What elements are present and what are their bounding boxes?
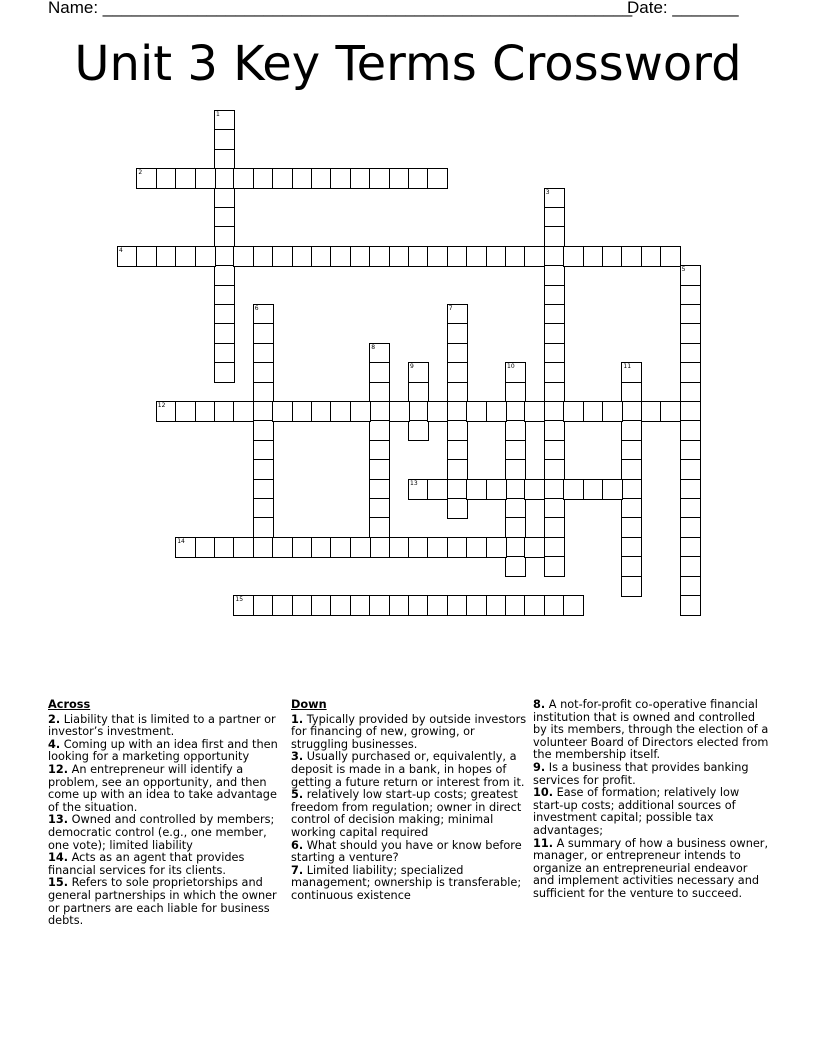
- down-clue-list: [291, 714, 527, 903]
- clue-text: An entrepreneur will identify a problem, see an opportunity, and then come up with an idea to take advantage of the situation.: [48, 762, 277, 814]
- grid-cell[interactable]: [486, 537, 507, 558]
- grid-cell[interactable]: [544, 459, 565, 480]
- grid-cell[interactable]: [544, 440, 565, 461]
- clue-text: Limited liability; specialized management; ownership is transferable; continuous existence: [291, 863, 522, 902]
- grid-cell[interactable]: [505, 537, 526, 558]
- clue-number-7: 7: [448, 305, 453, 312]
- clue-number-6: 6: [254, 305, 259, 312]
- clue-text: relatively low start-up costs; greatest freedom from regulation; owner in direct control of decision making; minimal working capital required: [291, 788, 522, 839]
- grid-cell[interactable]: [389, 401, 410, 422]
- grid-cell[interactable]: [544, 343, 565, 364]
- grid-cell[interactable]: [447, 440, 468, 461]
- grid-cell[interactable]: [583, 246, 604, 267]
- grid-cell[interactable]: [505, 556, 526, 577]
- grid-cell[interactable]: [544, 498, 565, 519]
- grid-cell[interactable]: [680, 517, 701, 538]
- grid-cell[interactable]: [447, 537, 468, 558]
- grid-cell[interactable]: [583, 401, 604, 422]
- clue-text: Liability that is limited to a partner or investor’s investment.: [48, 712, 276, 739]
- grid-cell[interactable]: [253, 382, 274, 403]
- clue-number: 14.: [48, 851, 69, 865]
- clue-number-8: 8: [371, 343, 376, 351]
- grid-cell[interactable]: [641, 401, 662, 422]
- page-title: Unit 3 Key Terms Crossword: [74, 36, 742, 92]
- grid-cell[interactable]: [486, 479, 507, 500]
- clue-number: 12.: [48, 762, 69, 776]
- clue-text: Ease of formation; relatively low start-up costs; additional sources of investment capital; possible tax advantages;: [533, 786, 740, 837]
- grid-cell[interactable]: [447, 246, 468, 267]
- clue-number: 6.: [291, 838, 304, 852]
- grid-cell[interactable]: [544, 362, 565, 383]
- grid-cell[interactable]: [427, 401, 448, 422]
- grid-cell[interactable]: [641, 246, 662, 267]
- grid-cell[interactable]: [563, 595, 584, 616]
- grid-cell[interactable]: [389, 246, 410, 267]
- grid-cell[interactable]: [621, 576, 642, 597]
- grid-cell[interactable]: [214, 149, 235, 170]
- clue-item: [48, 814, 284, 852]
- grid-cell[interactable]: [427, 479, 448, 500]
- grid-cell[interactable]: [680, 576, 701, 597]
- grid-cell[interactable]: [544, 246, 565, 267]
- grid-cell[interactable]: [350, 168, 371, 189]
- grid-cell[interactable]: [214, 285, 235, 306]
- grid-cell[interactable]: [233, 401, 254, 422]
- grid-cell[interactable]: [389, 537, 410, 558]
- grid-cell[interactable]: [524, 595, 545, 616]
- grid-cell[interactable]: [369, 382, 390, 403]
- clue-number: 8.: [533, 698, 546, 711]
- grid-cell[interactable]: [369, 479, 390, 500]
- grid-cell[interactable]: [253, 595, 274, 616]
- grid-cell[interactable]: [408, 382, 429, 403]
- grid-cell[interactable]: [544, 207, 565, 228]
- grid-cell[interactable]: [621, 537, 642, 558]
- grid-cell[interactable]: [486, 246, 507, 267]
- grid-cell[interactable]: [272, 595, 293, 616]
- grid-cell[interactable]: [175, 246, 196, 267]
- grid-cell[interactable]: [233, 246, 254, 267]
- grid-cell[interactable]: [214, 362, 235, 383]
- grid-cell[interactable]: [524, 401, 545, 422]
- grid-cell[interactable]: [330, 168, 351, 189]
- grid-cell[interactable]: [330, 595, 351, 616]
- grid-cell[interactable]: [214, 168, 235, 189]
- clue-number: 1.: [291, 712, 304, 726]
- grid-cell[interactable]: [214, 188, 235, 209]
- clue-number: 5.: [291, 788, 304, 802]
- grid-cell[interactable]: [447, 362, 468, 383]
- grid-cell[interactable]: [195, 401, 216, 422]
- grid-cell[interactable]: [272, 537, 293, 558]
- grid-cell[interactable]: [680, 304, 701, 325]
- grid-cell[interactable]: [680, 382, 701, 403]
- grid-cell[interactable]: [583, 479, 604, 500]
- clue-item: [533, 838, 769, 901]
- grid-cell[interactable]: [447, 401, 468, 422]
- grid-cell[interactable]: [602, 479, 623, 500]
- grid-cell[interactable]: [292, 537, 313, 558]
- clue-number-2: 2: [138, 169, 143, 177]
- grid-cell[interactable]: [680, 498, 701, 519]
- clues-column-down: [291, 699, 527, 903]
- grid-cell[interactable]: [156, 168, 177, 189]
- grid-cell[interactable]: [369, 246, 390, 267]
- grid-cell[interactable]: [253, 362, 274, 383]
- grid-cell[interactable]: [680, 440, 701, 461]
- grid-cell[interactable]: [292, 401, 313, 422]
- grid-cell[interactable]: [544, 304, 565, 325]
- grid-cell[interactable]: [427, 246, 448, 267]
- grid-cell[interactable]: [505, 382, 526, 403]
- grid-cell[interactable]: [369, 537, 390, 558]
- down-heading: Down: [291, 698, 327, 711]
- grid-cell[interactable]: [660, 401, 681, 422]
- clue-number: 2.: [48, 712, 61, 726]
- grid-cell[interactable]: [680, 420, 701, 441]
- grid-cell[interactable]: [602, 401, 623, 422]
- clue-text: A summary of how a business owner, manager, or entrepreneur intends to organize an entrepreneurial endeavor and implement activities necessary and sufficient for the venture to succeed.: [533, 836, 769, 900]
- grid-cell[interactable]: [214, 304, 235, 325]
- grid-cell[interactable]: [447, 459, 468, 480]
- grid-cell[interactable]: [524, 246, 545, 267]
- clue-number: 11.: [533, 836, 554, 850]
- grid-cell[interactable]: [621, 382, 642, 403]
- grid-cell[interactable]: [447, 343, 468, 364]
- clue-number-13: 13: [410, 479, 418, 487]
- grid-cell[interactable]: [621, 498, 642, 519]
- clue-number-1: 1: [216, 111, 220, 118]
- grid-cell[interactable]: [544, 265, 565, 286]
- grid-cell[interactable]: [253, 479, 274, 500]
- grid-cell[interactable]: [621, 440, 642, 461]
- grid-cell[interactable]: [660, 246, 681, 267]
- grid-cell[interactable]: [505, 459, 526, 480]
- grid-cell[interactable]: [408, 537, 429, 558]
- grid-cell[interactable]: [486, 401, 507, 422]
- grid-cell[interactable]: [389, 168, 410, 189]
- grid-cell[interactable]: [233, 537, 254, 558]
- clue-text: Coming up with an idea first and then looking for a marketing opportunity: [48, 737, 278, 764]
- grid-cell[interactable]: [524, 479, 545, 500]
- clue-item: [291, 714, 527, 752]
- grid-cell[interactable]: [369, 459, 390, 480]
- grid-cell[interactable]: [621, 517, 642, 538]
- grid-cell[interactable]: [602, 246, 623, 267]
- grid-cell[interactable]: [175, 168, 196, 189]
- grid-cell[interactable]: [292, 168, 313, 189]
- clues-column-down-continued: [533, 699, 769, 901]
- grid-cell[interactable]: [505, 401, 526, 422]
- grid-cell[interactable]: [621, 246, 642, 267]
- grid-cell[interactable]: [447, 323, 468, 344]
- clue-number: 13.: [48, 813, 69, 827]
- grid-cell[interactable]: [311, 401, 332, 422]
- across-heading: Across: [48, 698, 91, 711]
- grid-cell[interactable]: [408, 595, 429, 616]
- grid-cell[interactable]: [427, 168, 448, 189]
- grid-cell[interactable]: [253, 440, 274, 461]
- grid-cell[interactable]: [621, 556, 642, 577]
- grid-cell[interactable]: [447, 382, 468, 403]
- grid-cell[interactable]: [505, 246, 526, 267]
- clue-item: [48, 714, 284, 739]
- grid-cell[interactable]: [253, 343, 274, 364]
- grid-cell[interactable]: [563, 246, 584, 267]
- grid-cell[interactable]: [272, 168, 293, 189]
- grid-cell[interactable]: [544, 226, 565, 247]
- clue-text: Refers to sole proprietorships and general partnerships in which the owner or partners are each liable for business debts.: [48, 876, 277, 928]
- grid-cell[interactable]: [621, 459, 642, 480]
- clue-number-3: 3: [545, 188, 550, 196]
- grid-cell[interactable]: [447, 498, 468, 519]
- grid-cell[interactable]: [330, 537, 351, 558]
- grid-cell[interactable]: [563, 401, 584, 422]
- clue-item: [48, 764, 284, 814]
- grid-cell[interactable]: [408, 420, 429, 441]
- clue-item: [291, 865, 527, 903]
- grid-cell[interactable]: [680, 323, 701, 344]
- grid-cell[interactable]: [680, 556, 701, 577]
- grid-cell[interactable]: [292, 246, 313, 267]
- grid-cell[interactable]: [253, 459, 274, 480]
- grid-cell[interactable]: [195, 168, 216, 189]
- grid-cell[interactable]: [369, 401, 390, 422]
- grid-cell[interactable]: [214, 129, 235, 150]
- grid-cell[interactable]: [466, 595, 487, 616]
- across-clue-list: [48, 714, 284, 928]
- name-field-label: Name: ________________________________________________________: [48, 0, 633, 17]
- grid-cell[interactable]: [350, 537, 371, 558]
- grid-cell[interactable]: [214, 323, 235, 344]
- grid-cell[interactable]: [214, 401, 235, 422]
- grid-cell[interactable]: [544, 285, 565, 306]
- grid-cell[interactable]: [272, 401, 293, 422]
- clue-number: 4.: [48, 737, 61, 751]
- grid-cell[interactable]: [369, 168, 390, 189]
- grid-cell[interactable]: [505, 420, 526, 441]
- grid-cell[interactable]: [486, 595, 507, 616]
- clue-number-5: 5: [681, 266, 686, 274]
- clue-text: What should you have or know before starting a venture?: [291, 838, 522, 865]
- grid-cell[interactable]: [214, 537, 235, 558]
- grid-cell[interactable]: [505, 595, 526, 616]
- grid-cell[interactable]: [389, 595, 410, 616]
- grid-cell[interactable]: [214, 246, 235, 267]
- clue-number-12: 12: [157, 402, 166, 409]
- grid-cell[interactable]: [505, 479, 526, 500]
- clue-number-9: 9: [410, 363, 414, 371]
- grid-cell[interactable]: [292, 595, 313, 616]
- grid-cell[interactable]: [253, 401, 274, 422]
- grid-cell[interactable]: [233, 168, 254, 189]
- grid-cell[interactable]: [427, 595, 448, 616]
- grid-cell[interactable]: [408, 401, 429, 422]
- grid-cell[interactable]: [447, 595, 468, 616]
- grid-cell[interactable]: [330, 401, 351, 422]
- grid-cell[interactable]: [369, 420, 390, 441]
- clue-text: Is a business that provides banking services for profit.: [533, 760, 749, 787]
- grid-cell[interactable]: [330, 246, 351, 267]
- grid-cell[interactable]: [505, 517, 526, 538]
- grid-cell[interactable]: [311, 537, 332, 558]
- grid-cell[interactable]: [524, 537, 545, 558]
- grid-cell[interactable]: [408, 168, 429, 189]
- grid-cell[interactable]: [253, 537, 274, 558]
- clue-item: [291, 751, 527, 789]
- clue-item: [48, 877, 284, 927]
- clue-item: [533, 787, 769, 837]
- grid-cell[interactable]: [311, 595, 332, 616]
- grid-cell[interactable]: [253, 517, 274, 538]
- clue-text: Owned and controlled by members; democratic control (e.g., one member, one vote); limited liability: [48, 813, 275, 852]
- clue-item: [533, 762, 769, 787]
- grid-cell[interactable]: [544, 401, 565, 422]
- grid-cell[interactable]: [311, 246, 332, 267]
- grid-cell[interactable]: [350, 595, 371, 616]
- grid-cell[interactable]: [680, 362, 701, 383]
- grid-cell[interactable]: [369, 362, 390, 383]
- grid-cell[interactable]: [544, 382, 565, 403]
- grid-cell[interactable]: [369, 440, 390, 461]
- grid-cell[interactable]: [253, 246, 274, 267]
- grid-cell[interactable]: [214, 226, 235, 247]
- grid-cell[interactable]: [544, 517, 565, 538]
- clue-text: Typically provided by outside investors for financing of new, growing, or struggling businesses.: [291, 712, 527, 751]
- clue-number: 7.: [291, 863, 304, 877]
- clue-number-10: 10: [507, 363, 515, 371]
- grid-cell[interactable]: [466, 401, 487, 422]
- grid-cell[interactable]: [369, 595, 390, 616]
- clue-number: 15.: [48, 876, 69, 890]
- grid-cell[interactable]: [621, 479, 642, 500]
- clue-item: [48, 739, 284, 764]
- clue-item: [291, 840, 527, 865]
- grid-cell[interactable]: [544, 595, 565, 616]
- clue-text: Usually purchased or, equivalently, a deposit is made in a bank, in hopes of getting a future return or interest from it.: [291, 750, 525, 789]
- grid-cell[interactable]: [544, 479, 565, 500]
- grid-cell[interactable]: [505, 498, 526, 519]
- down-clue-list-continued: [533, 699, 769, 901]
- grid-cell[interactable]: [447, 420, 468, 441]
- grid-cell[interactable]: [175, 401, 196, 422]
- clues-column-across: [48, 699, 284, 928]
- date-field-label: Date: _______: [627, 0, 739, 17]
- grid-cell[interactable]: [136, 246, 157, 267]
- grid-cell[interactable]: [544, 420, 565, 441]
- grid-cell[interactable]: [680, 459, 701, 480]
- grid-cell[interactable]: [544, 537, 565, 558]
- grid-cell[interactable]: [680, 595, 701, 616]
- grid-cell[interactable]: [214, 207, 235, 228]
- clue-number-4: 4: [119, 246, 123, 254]
- grid-cell[interactable]: [195, 537, 216, 558]
- clue-number: 9.: [533, 760, 546, 774]
- clue-number: 3.: [291, 750, 304, 764]
- grid-cell[interactable]: [466, 246, 487, 267]
- clue-item: [48, 852, 284, 877]
- grid-cell[interactable]: [350, 401, 371, 422]
- grid-cell[interactable]: [253, 323, 274, 344]
- grid-cell[interactable]: [427, 537, 448, 558]
- grid-cell[interactable]: [621, 401, 642, 422]
- clue-item: [533, 699, 769, 762]
- grid-cell[interactable]: [369, 517, 390, 538]
- grid-cell[interactable]: [156, 246, 177, 267]
- clue-number-15: 15: [235, 596, 244, 603]
- grid-cell[interactable]: [680, 285, 701, 306]
- grid-cell[interactable]: [253, 168, 274, 189]
- grid-cell[interactable]: [680, 343, 701, 364]
- clue-item: [291, 789, 527, 839]
- grid-cell[interactable]: [214, 265, 235, 286]
- grid-cell[interactable]: [195, 246, 216, 267]
- grid-cell[interactable]: [563, 479, 584, 500]
- grid-cell[interactable]: [369, 498, 390, 519]
- grid-cell[interactable]: [408, 246, 429, 267]
- clue-text: Acts as an agent that provides financial services for its clients.: [48, 851, 245, 877]
- clue-number-11: 11: [623, 363, 632, 371]
- grid-cell[interactable]: [505, 440, 526, 461]
- clue-text: A not-for-profit co-operative financial institution that is owned and controlled by its members, through the election of a volunteer Board of Directors elected from the membership itself.: [533, 698, 769, 762]
- grid-cell[interactable]: [350, 246, 371, 267]
- grid-cell[interactable]: [253, 498, 274, 519]
- grid-cell[interactable]: [466, 479, 487, 500]
- grid-cell[interactable]: [447, 479, 468, 500]
- grid-cell[interactable]: [272, 246, 293, 267]
- grid-cell[interactable]: [544, 323, 565, 344]
- grid-cell[interactable]: [253, 420, 274, 441]
- grid-cell[interactable]: [544, 556, 565, 577]
- grid-cell[interactable]: [680, 537, 701, 558]
- clue-number-14: 14: [177, 537, 185, 545]
- grid-cell[interactable]: [680, 401, 701, 422]
- grid-cell[interactable]: [466, 537, 487, 558]
- grid-cell[interactable]: [311, 168, 332, 189]
- clue-number: 10.: [533, 786, 554, 800]
- grid-cell[interactable]: [214, 343, 235, 364]
- grid-cell[interactable]: [680, 479, 701, 500]
- grid-cell[interactable]: [621, 420, 642, 441]
